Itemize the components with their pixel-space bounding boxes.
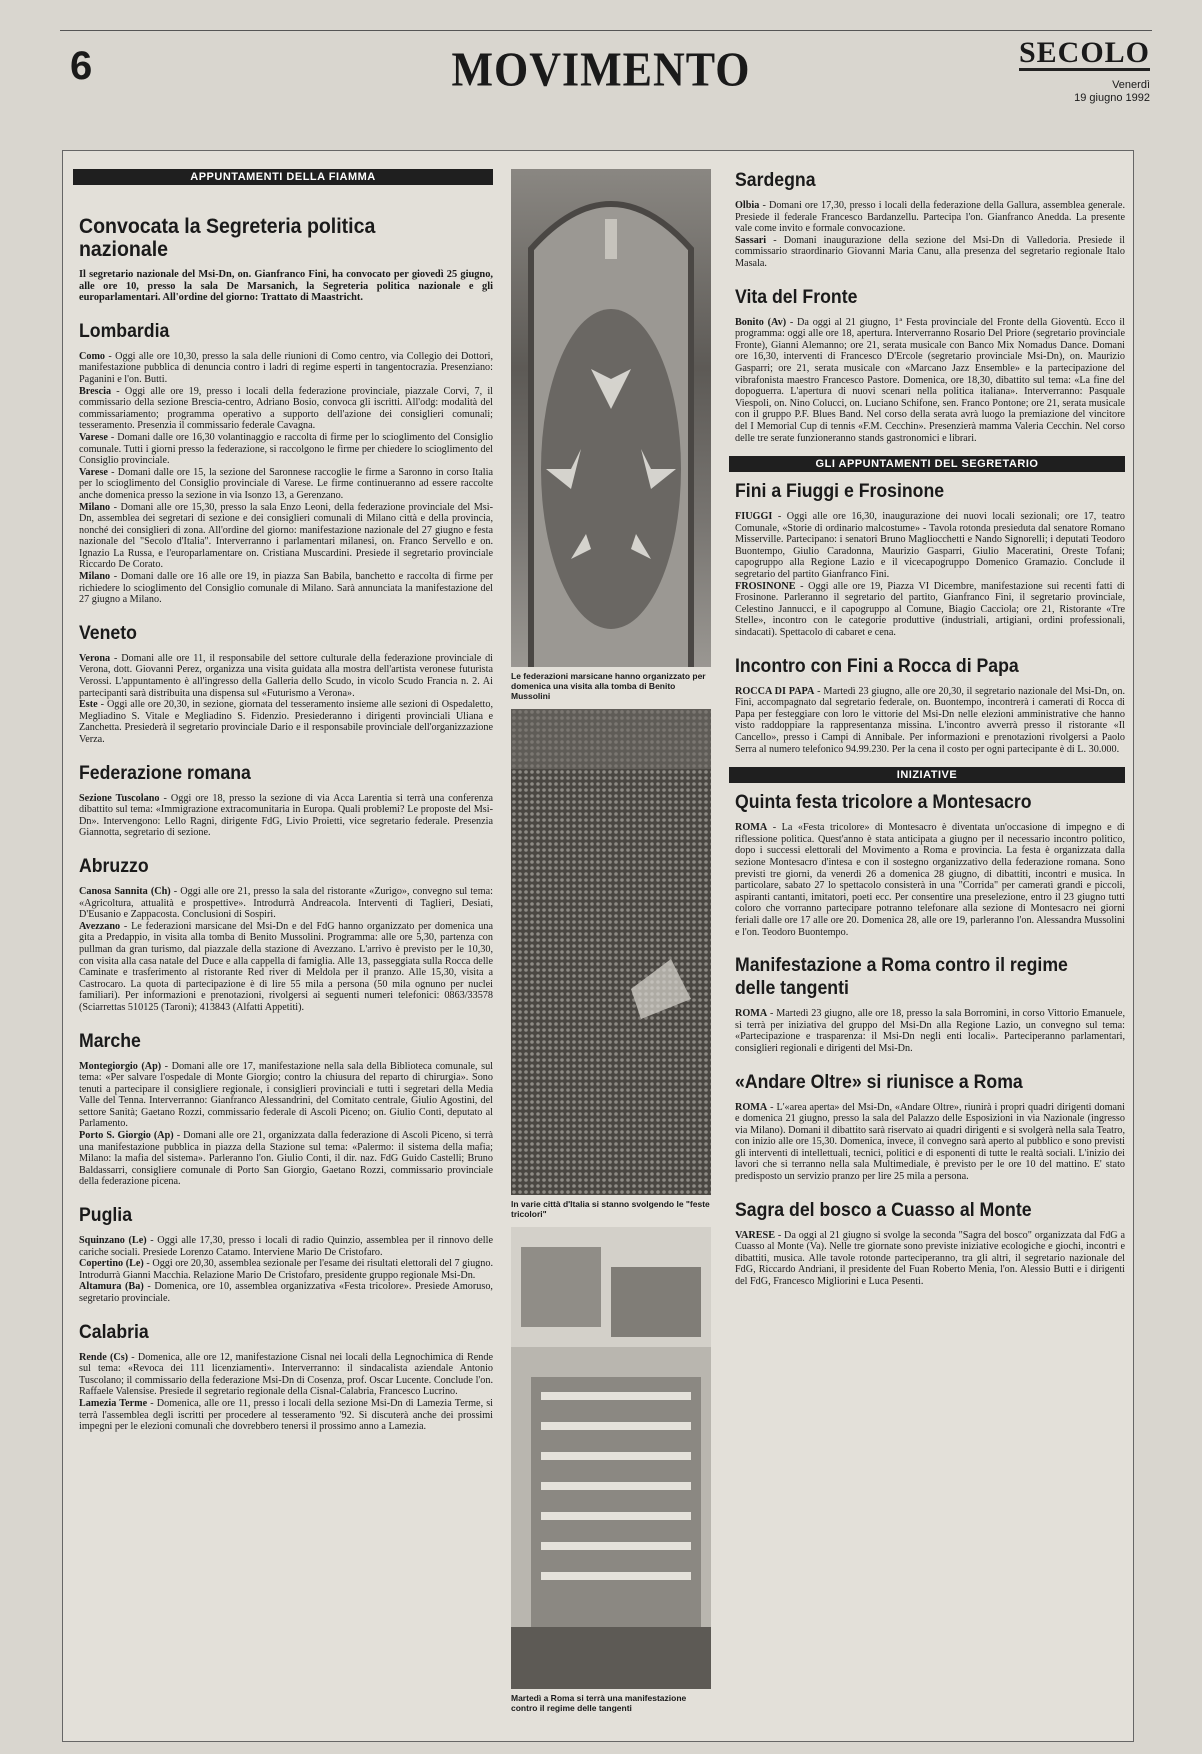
- section-heading: Quinta festa tricolore a Montesacro: [735, 792, 1032, 814]
- item-text: - Domani alle ore 21, organizzata dalla federazione di Ascoli Piceno, si terrà una manifestazione pubblica in piazza della Stazione sul tema: «Palermo: il sistema della mafia; Milano: la mafia del sistema». Parleranno l'on. Giulio Conti, il dir. naz. FdG Guido Castelli; Bruno Baldassarri, consigliere comunale di Porto San Giorgio, Gaetano Rozzi, commissario provinciale della federazione picena.: [79, 1130, 494, 1188]
- banner-appuntamenti: APPUNTAMENTI DELLA FIAMMA: [73, 169, 493, 185]
- caption-buildings: Martedì a Roma si terrà una manifestazione contro il regime delle tangenti: [511, 1693, 687, 1713]
- news-item: [735, 1102, 1125, 1183]
- news-item: [735, 1008, 1125, 1054]
- section-heading: Marche: [79, 1030, 141, 1052]
- issue-weekday: Venerdì: [1112, 79, 1150, 91]
- section-title: MOVIMENTO: [451, 42, 751, 97]
- item-place: Lamezia Terme: [79, 1397, 148, 1409]
- news-item: [79, 1281, 493, 1304]
- news-item: [79, 1061, 493, 1131]
- section-heading: Manifestazione a Roma contro il regime delle tangenti: [735, 955, 1068, 1000]
- item-place: Canosa Sannita (Ch): [79, 885, 171, 897]
- column-photos: [511, 169, 711, 1721]
- item-text: - Oggi alle ore 20,30, in sezione, giornata del tesseramento insieme alle sezioni di Ospedaletto, Megliadino S. Vitale e Megliadino S. Fidenzio. Presiederanno i dirigenti provinciali Uliana e Zanchetta. Presiederà il segretario provinciale Dario e il responsabile provinciale dell'organizzazione Verza.: [79, 699, 493, 745]
- news-item: [735, 511, 1125, 581]
- news-item: [79, 1258, 493, 1281]
- photo-tomb: [511, 169, 711, 667]
- item-text: - L'«area aperta» del Msi-Dn, «Andare Oltre», riunirà i propri quadri dirigenti domani e domenica 21 giugno, presso la sala del Palazzo delle Esposizioni in via Nazionale (ingresso via Milano). Domani il dibattito sarà riservato ai quadri dirigenti e si svolgerà nella sala Teatro, con inizio alle ore 15,30. Domenica, invece, il convegno sarà aperto al pubblico e sono previsti gli interventi di intellettuali, tecnici, politici e di esponenti di tutte le realtà sociali. L'inizio dei lavori che si terranno nella sala Multimediale, è previsto per le ore 10 del mattino. E' stato predisposto un servizio pranzo per lire 25 mila a persona.: [735, 1101, 1125, 1183]
- news-item: [79, 1398, 493, 1433]
- item-place: VARESE: [735, 1229, 776, 1241]
- newspaper-logo: SECOLO: [1018, 36, 1150, 69]
- news-item: [79, 386, 493, 432]
- section-heading: Vita del Fronte: [735, 286, 858, 308]
- news-item: [79, 653, 493, 699]
- column-right: [729, 169, 1125, 1288]
- section-heading: «Andare Oltre» si riunisce a Roma: [735, 1071, 1023, 1093]
- caption-tomb: Le federazioni marsicane hanno organizzato per domenica una visita alla tomba di Benito Mussolini: [511, 671, 706, 701]
- item-text: - Domenica, ore 10, assemblea organizzativa «Festa tricolore». Presiede Amoruso, segretario provinciale.: [79, 1281, 493, 1304]
- photo-crowd: [511, 709, 711, 1195]
- news-item: [79, 921, 493, 1014]
- news-item: [735, 200, 1125, 235]
- item-text: - Le federazioni marsicane del Msi-Dn e del FdG hanno organizzato per domenica una gita a Predappio, in visita alla tomba di Benito Mussolini. Programma: alle ore 5,30, partenza con pullman da gran turismo, dal piazzale della stazione di Avezzano. L'arrivo è previsto per le 10,30, con visita alla casa natale del Duce e alla cappella di famiglia. Alle 13, passeggiata sulla Rocca delle Caminate e trasferimento al ristorante Red river di Meldola per il pranzo. Alle 15,30, visita a Castrocaro. La quota di partecipazione è di lire 55 mila a persona (50 mila ognuno per nuclei familiari). Per informazioni e prenotazioni, rivolgersi ai seguenti numeri telefonici: 0863/33578 (Sciarrettas 510125 (Taroni); 413843 (Alfatti Appetiti).: [79, 920, 493, 1013]
- item-place: Varese: [79, 431, 108, 443]
- news-item: [79, 1352, 493, 1398]
- section-heading: Calabria: [79, 1321, 149, 1343]
- item-text: - Domani alle ore 17, manifestazione nella sala della Biblioteca comunale, sul tema: «Per salvare l'ospedale di Monte Giorgio; contro la chiusura del reparto di chirurgia». Sono tenuti a partecipare il consigliere regionale, i consiglieri provinciali e tutti i segretari della Media Valle del Tenna. Interverranno: Gianfranco Alessandrini, del Comitato centrale, Giulio Agostini, del settore Sanità; Gaetano Rozzi, commissario federale di Ascoli Piceno; on. Giulio Conti, deputato al Parlamento.: [79, 1060, 493, 1130]
- item-place: FROSINONE: [735, 580, 796, 592]
- lead-article-text: Il segretario nazionale del Msi-Dn, on. Gianfranco Fini, ha convocato per giovedì 25 giugno, alle ore 10, presso la sala De Marsanich, la Segreteria politica nazionale e gli europarlamentari. All'ordine del giorno: Trattato di Maastricht.: [79, 269, 493, 304]
- lead-article-title: Convocata la Segreteria politica nazionale: [79, 215, 376, 261]
- page-frame: [62, 150, 1134, 1742]
- news-item: [79, 351, 493, 386]
- right-sections-iniziative: [729, 791, 1125, 1287]
- masthead: [1019, 38, 1150, 105]
- item-place: Como: [79, 350, 106, 362]
- news-item: [79, 793, 493, 839]
- section-heading: Incontro con Fini a Rocca di Papa: [735, 655, 1019, 677]
- item-text: - Oggi alle 17,30, presso i locali di radio Quinzio, assemblea per il rinnovo delle cariche sociali. Presiede Lorenzo Catamo. Interviene Mario De Cristofaro.: [79, 1235, 493, 1258]
- caption-crowd: In varie città d'Italia si stanno svolgendo le "feste tricolori": [511, 1199, 710, 1219]
- item-place: Verona: [79, 652, 111, 664]
- photo-crowd-art: [511, 709, 711, 1195]
- photo-buildings: [511, 1227, 711, 1689]
- item-text: - Martedì 23 giugno, alle ore 18, presso la sala Borromini, in corso Vittorio Emanuele, si terrà per iniziativa del gruppo del Msi-Dn alla Regione Lazio, un convegno sul tema: «Partecipazione e trasparenza: il Msi-Dn negli enti locali». Parteciperanno parlamentari, consiglieri regionali e dirigenti del Msi-Dn.: [735, 1008, 1125, 1054]
- item-place: Brescia: [79, 385, 112, 397]
- news-item: [79, 886, 493, 921]
- item-place: Olbia: [735, 200, 760, 211]
- item-place: Milano: [79, 571, 111, 583]
- item-text: - Domani inaugurazione della sezione del Msi-Dn di Valledoria. Presiede il commissario straordinario Giovanni Maria Canu, alla presenza del segretario regionale Italo Masala.: [735, 234, 1125, 269]
- section-heading: Sagra del bosco a Cuasso al Monte: [735, 1199, 1032, 1221]
- item-text: - Oggi ore 20,30, assemblea sezionale per l'esame dei risultati elettorali del 7 giugno. Introdurrà Gianni Macchia. Relazione Mario De Cristofaro, presidente gruppo regionale Msi-Dn.: [79, 1258, 493, 1281]
- news-item: [735, 822, 1125, 938]
- page-number: 6: [70, 44, 93, 88]
- item-text: - Oggi alle ore 16,30, inaugurazione dei nuovi locali sezionali; ore 17, teatro Comunale, «Storie di ordinario malcostume» - Tavola rotonda presieduta dal senatore Romano Misserville. Partecipano: i senatori Bruno Magliocchetti e Nando Signorelli; i deputati Teodoro Buontempo, Giulio Caradonna, Maurizio Gasparri, Giulio Maceratini, Oreste Tofani; capogruppo alla Regione Lazio e il vicecapogruppo Domenico Gramazio. Conclude il segretario del partito Gianfranco Fini.: [735, 511, 1125, 581]
- item-place: Sassari: [735, 234, 767, 246]
- item-place: Sezione Tuscolano: [79, 792, 160, 804]
- news-item: [79, 432, 493, 467]
- regional-sections: [73, 320, 493, 1433]
- item-text: - Oggi ore 18, presso la sezione di via Acca Larentia si terrà una conferenza dibattito sul tema: «Immigrazione extracomunitaria in Europa. Quali problemi? Le proposte del Msi-Dn». Intervengono: Lello Ragni, dirigente FdG, Livio Proietti, vice segretario federale. Presenzia Giannotta, segretario di sezione.: [79, 792, 493, 839]
- item-text: - Oggi alle ore 19, Piazza VI Dicembre, manifestazione sui recenti fatti di Frosinone. Parleranno il segretario del partito, Gianfranco Fini, il segretario provinciale, Celestino Jannucci, e il capogruppo al Comune, Biagio Cacciola; ore 21, Ristorante «Tre Stelle», incontro con le categorie produttive (industriali, artigiani, ordini professionali, sindacati). Spettacolo di cabaret e cena.: [735, 580, 1125, 639]
- item-place: Milano: [79, 501, 111, 513]
- issue-date: 19 giugno 1992: [1074, 92, 1150, 104]
- section-heading: Puglia: [79, 1205, 133, 1227]
- item-text: - Oggi alle ore 21, presso la sala del ristorante «Zurigo», convegno sul tema: «Agricoltura, attualità e prospettive». Introdurrà Andreacola. Interventi di Taglieri, Desiati, D'Eusanio e Zappacosta. Conclusioni di Sospiri.: [79, 885, 493, 921]
- item-place: ROCCA DI PAPA: [735, 685, 815, 697]
- column-left: [73, 169, 493, 1433]
- item-place: Porto S. Giorgio (Ap): [79, 1130, 174, 1142]
- news-item: [735, 686, 1125, 756]
- item-text: - Da oggi al 21 giugno si svolge la seconda "Sagra del bosco" organizzata dal FdG a Cuasso al Monte (Va). Nelle tre giornate sono previste iniziative ecologiche e giochi, incontri e dibattiti, musica. Alle tavole rotonde parteciperanno, tra gli altri, il segretario nazionale del FdG, Riccardo Andriani, il presidente del Fuan Roberto Menia, l'on. Alessio Butti e i dirigenti del FdG, Francesco Migliorini e Luca Pesenti.: [735, 1229, 1125, 1288]
- item-place: Este: [79, 699, 98, 711]
- news-item: [735, 317, 1125, 445]
- news-item: [79, 699, 493, 745]
- item-text: - Oggi alle ore 19, presso i locali della federazione provinciale, piazzale Corvi, 7, il commissario della sezione Brescia-centro, Adriano Bosio, convoca gli iscritti. All'odg: modalità del commissariamento; programma operativo a supporto dell'azione dei consiglieri comunali; tesseramento. Presenzia il commissario federale Cavagna.: [79, 385, 493, 432]
- right-sections-top: [729, 169, 1125, 444]
- item-text: - Domani alle ore 15,30, presso la sala Enzo Leoni, della federazione provinciale del Msi-Dn, assemblea dei segretari di sezione e dei consiglieri comunali di Milano città e della provincia, nonché dei consiglieri di zona. All'ordine del giorno: manifestazione nazionale del 27 giugno e festa nazionale del "Secolo d'Italia". Interverranno i parlamentari milanesi, on. Franco Servello e on. Ignazio La Russa, e l'europarlamentare on. Cristiana Muscardini. Presiede il segretario provinciale Riccardo De Corato.: [79, 501, 493, 571]
- item-place: ROMA: [735, 822, 768, 834]
- item-place: Montegiorgio (Ap): [79, 1060, 162, 1072]
- page-header: [0, 0, 1202, 140]
- item-text: - Domenica, alle ore 11, presso i locali della sezione Msi-Dn di Lamezia Terme, si terrà l'assemblea degli iscritti per procedere al tesseramento '92. Si discuterà anche dei prossimi impegni per le elezioni comunali che dovrebbero tenersi il prossimo anno a Lamezia.: [79, 1397, 493, 1433]
- section-heading: Federazione romana: [79, 762, 251, 784]
- item-place: Varese: [79, 466, 108, 478]
- item-place: Altamura (Ba): [79, 1281, 144, 1293]
- item-place: ROMA: [735, 1008, 768, 1020]
- item-text: - Domani dalle ore 15, la sezione del Saronnese raccoglie le firme a Saronno in corso Italia per lo scioglimento del Consiglio provinciale di Varese. Le firme continueranno ad essere raccolte anche domenica presso la sezione in via Isonzo 13, a Gerenzano.: [79, 466, 493, 501]
- item-text: - Martedì 23 giugno, alle ore 20,30, il segretario nazionale del Msi-Dn, on. Fini, accompagnato dal segretario federale, on. Buontempo, incontrerà i camerati di Rocca di Papa per festeggiare con loro le vittorie del Msi-Dn nelle elezioni amministrative che hanno visto raddoppiare la rappresentanza missina. L'incontro avverrà presso il ristorante «Il Cancello», presso i Campi di Annibale. Per informazioni e prenotazioni rivolgersi a Paolo Serra al numero telefonico 94.99.230. Per la cena il costo per ogni partecipante è di L. 30.000.: [735, 685, 1125, 755]
- photo-tomb-art: [511, 169, 711, 667]
- news-item: [735, 1230, 1125, 1288]
- news-item: [735, 581, 1125, 639]
- item-text: - Oggi alle ore 10,30, presso la sala delle riunioni di Como centro, via Collegio dei Dottori, manifestazione pubblica di denuncia contro i ladri di regime esperti in tangentocrazia. Presenziano: Paganini e l'on. Butti.: [79, 350, 493, 385]
- header-rule: [60, 30, 1152, 31]
- photo-buildings-art: [511, 1227, 711, 1689]
- item-place: Avezzano: [79, 920, 121, 932]
- news-item: [735, 235, 1125, 270]
- item-text: - La «Festa tricolore» di Montesacro è diventata un'occasione di impegno e di riflessione politica. Quest'anno è stata anticipata a giugno per il necessario incontro politico, dopo i successi elettorali del Movimento a Roma e provincia. La festa è organizzata dalla sezione Montesacro d'intesa e con il sostegno organizzativo della federazione romana. Sono previsti tre giorni, da venerdì 26 a domenica 28 giugno, di dibattiti, incontri e musica. In particolare, sabato 27 lo spettacolo consisterà in una "Corrida" per cameratì grandi e piccoli, aspiranti cantanti, imitatori, poeti ecc. Per consentire una preselezione, entro il 23 giugno tutti coloro che vorranno partecipare potranno telefonare alla sezione di Montesacro nei giorni feriali dalle ore 17 alle ore 20. Domenica 28, alle ore 19, parleranno l'on. Alessandra Mussolini e l'on. Teodoro Buontempo.: [735, 822, 1125, 938]
- item-text: - Domani dalle ore 16 alle ore 19, in piazza San Babila, banchetto e raccolta di firme per richiedere lo scioglimento del Consiglio comunale di Milano. Sarà annunciata la manifestazione del 27 giugno a Milano.: [79, 571, 493, 606]
- news-item: [79, 1235, 493, 1258]
- item-place: Bonito (Av): [735, 316, 787, 328]
- news-item: [79, 1130, 493, 1188]
- item-place: Rende (Cs): [79, 1351, 129, 1363]
- news-item: [79, 571, 493, 606]
- right-sections-segretario: [729, 480, 1125, 755]
- item-place: Copertino (Le): [79, 1258, 144, 1270]
- item-place: Squinzano (Le): [79, 1235, 147, 1247]
- item-text: - Domani dalle ore 16,30 volantinaggio e raccolta di firme per lo scioglimento del Consiglio comunale. Tutti i giorni presso la federazione, si raccolgono le firme per chiedere lo scioglimento del Consiglio provinciale.: [79, 431, 493, 467]
- news-item: [79, 467, 493, 502]
- banner-segretario: GLI APPUNTAMENTI DEL SEGRETARIO: [729, 456, 1125, 472]
- section-heading: Sardegna: [735, 170, 816, 191]
- section-heading: Veneto: [79, 622, 137, 644]
- section-heading: Fini a Fiuggi e Frosinone: [735, 481, 945, 503]
- item-place: ROMA: [735, 1101, 768, 1113]
- item-text: - Domani alle ore 11, il responsabile del settore culturale della federazione provinciale di Verona, dott. Giovanni Perez, organizza una visita guidata alla mostra dell'artista veronese futurista Verossi. L'appuntamento è all'ingresso della Galleria dello Scudo, in vicolo Scudo Francia n. 2. Ai partecipanti sarà distribuita una dispensa sul «Futurismo a Verona».: [79, 652, 493, 699]
- item-text: - Domenica, alle ore 12, manifestazione Cisnal nei locali della Legnochimica di Rende sul tema: «Revoca dei 111 licenziamenti». Interverranno: il sindacalista aziendale Antonio Tuscolano; il commissario della federazione Msi-Dn di Cosenza, prof. Oscar Lucente. Conclude l'on. Raffaele Valensise. Presiede il segretario regionale della Cisnal-Calabria, Francesco Lucrino.: [79, 1351, 493, 1398]
- item-text: - Da oggi al 21 giugno, 1ª Festa provinciale del Fronte della Gioventù. Ecco il programma: oggi alle ore 18, apertura. Interverranno Rosario Del Priore (segretario provinciale Fronte), Gianni Alemanno; ore 21, serata musicale con Banco Mix Nomadus Dance. Domani ore 16,30, interventi di Francesco D'Ercole (segretario provinciale Msi-Dn), on. Maurizio Gasparri; ore 21, serata musicale con «Marcano Jazz Ensemble» e la partecipazione del vibrafonista maestro Francesco Pastore. Domenica, ore 18,30, dibattito sul tema: «La fine del dopoguerra. L'apertura di nuovi scenari nella politica italiana». Interverranno: Pasquale Viespoli, on. Nino Colucci, on. Luciano Schifone, sen. Franco Pontone; ore 21, serata musicale con il gruppo P.F. Blues Band. Nel corso della serata avrà luogo la premiazione del vincitore del I Memorial Cup di tennis «F.M. Cecchin». Presenzierà mamma Valeria Cecchin. Nel corso delle tre serate funzioneranno stands gastronomici e librari.: [735, 316, 1125, 444]
- section-heading: Abruzzo: [79, 855, 149, 877]
- item-place: FIUGGI: [735, 511, 773, 523]
- item-text: - Domani ore 17,30, presso i locali della federazione della Gallura, assemblea generale. Presiede il federale Francesco Bardanzellu. Partecipa l'on. Gianfranco Anedda. La presente vale come invito e formale convocazione.: [735, 200, 1125, 235]
- news-item: [79, 502, 493, 572]
- banner-iniziative: INIZIATIVE: [729, 767, 1125, 783]
- section-heading: Lombardia: [79, 320, 170, 342]
